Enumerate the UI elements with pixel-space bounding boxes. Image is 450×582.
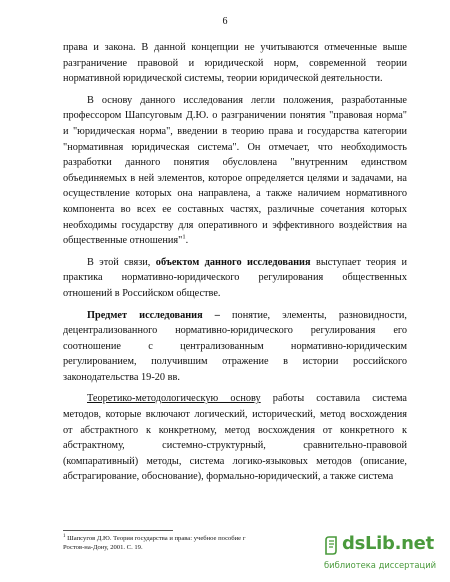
footnote-divider: [63, 530, 173, 531]
paragraph-3-rest: выступает теория и практика нормативно-юридического регулирования общественных отношений в Российском обществе.: [63, 256, 407, 299]
footnote-reference: 1: [182, 233, 186, 241]
dslib-logo-icon: [324, 536, 340, 556]
footnote-line-2: Ростов-на-Дону, 2001. С. 19.: [63, 544, 143, 551]
paragraph-5-rest: работы составила система методов, которые включают логический, исторический, метод восхождения от абстрактного к конкретному, метод восхождения от конкретного к абстрактному, системно-структурный, сравнительно-правовой (компаративный) методы, система логико-языковых методов (описание, абстрагирование, обоснование), формально-юридический, а также система: [63, 393, 407, 483]
paragraph-1: права и закона. В данной концепции не учитываются отмеченные выше разграничение правовой и юридической норм, современной теории нормативной юридической системы, теории юридической деятельности.: [63, 42, 407, 85]
footnote: [63, 534, 303, 552]
research-object-term: объектом данного исследования: [155, 256, 311, 268]
footnote-text-1: Шапсугов Д.Ю. Теория государства и права: учебное пособие г: [67, 535, 246, 542]
paragraph-3: [63, 255, 407, 302]
page-number: 6: [222, 16, 228, 27]
methodology-term: Теоретико-методологическую основу: [87, 393, 261, 405]
footnote-line-1: [63, 534, 303, 543]
paragraph-3-lead: В этой связи,: [87, 256, 156, 268]
research-subject-term: Предмет исследования –: [87, 309, 220, 321]
dslib-logo-text: dsLib.net: [342, 533, 434, 554]
dslib-subtitle: библиотека диссертаций: [324, 560, 437, 570]
footnote-mark: 1: [63, 533, 66, 539]
paragraph-2-text: В основу данного исследования легли положения, разработанные профессором Шапсуговым Д.Ю. о разграничении понятия "правовая норма" и "юридическая норма", введении в теорию права и государства категории "нормативная юридическая система". Он отмечает, что необходимость разработки данного понятия обусловлена "внутренним единством объединяемых в ней элементов, которое определяется целями и задачами, на осуществление которых она направлена, а также наличием нормативного компонента во всех ее составных частях, различные сочетания которых необходимы государству для оперативного и эффективного воздействия на общественные отношения": [63, 94, 407, 247]
paragraph-5: [63, 391, 407, 485]
paragraph-2: В основу данного исследования легли положения, разработанные профессором Шапсуговым Д.Ю. о разграничении понятия "правовая норма" и "юридическая норма", введении в теорию права и государства категории "нормативная юридическая система". Он отмечает, что необходимость разработки данного понятия обусловлена "внутренним единством объединяемых в ней элементов, которое определяется целями и задачами, на осуществление которых она направлена, а также наличием нормативного компонента во всех ее составных частях, различные сочетания которых необходимы государству для оперативного и эффективного воздействия на общественные отношения"$^1$.: [63, 94, 407, 247]
body-text: [63, 40, 407, 485]
paragraph-4: [63, 308, 407, 386]
paragraph-4-rest: понятие, элементы, разновидности, децентрализованного нормативно-юридического регулирования его соотношение с централизованным нормативно-юридическим регулированием, получившим отражение в истории российского законодательства 19-20 вв.: [63, 309, 407, 383]
dslib-watermark: [324, 533, 442, 577]
